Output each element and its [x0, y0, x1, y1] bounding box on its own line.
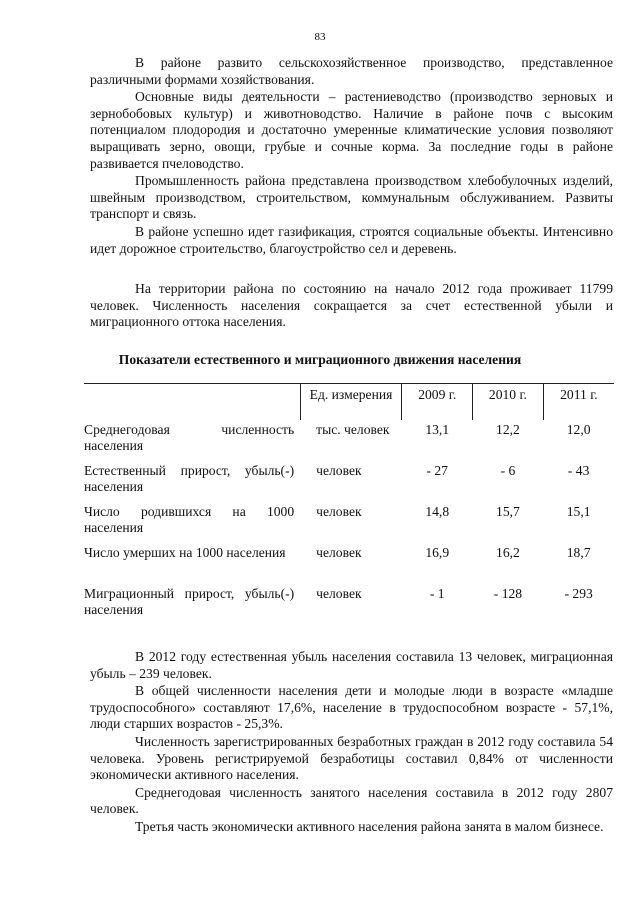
table-row [84, 420, 614, 463]
paragraph-gasification: В районе успешно идет газификация, строятся социальные объекты. Интенсивно идет дорожное строительство, благоустройство сел и деревень. [90, 223, 613, 256]
header-indicator [84, 384, 300, 420]
paragraph-employment: Среднегодовая численность занятого населения составила в 2012 году 2807 человек. [90, 784, 613, 817]
population-text [90, 281, 613, 331]
population-table [84, 383, 614, 627]
row-value-2010: - 128 [493, 585, 523, 601]
row-value-2009: 13,1 [425, 421, 450, 437]
intro-text [90, 55, 613, 258]
row-value-2011: - 43 [567, 462, 590, 478]
table-row [84, 504, 614, 545]
row-indicator: Число умерших на 1000 населения [84, 544, 286, 560]
row-indicator: Среднегодовая численность населения [84, 421, 295, 453]
header-2009: 2009 г. [402, 384, 473, 420]
row-indicator: Естественный прирост, убыль(-) населения [84, 462, 295, 494]
header-2011: 2011 г. [543, 384, 614, 420]
row-value-2010: - 6 [500, 462, 516, 478]
paragraph-industry: Промышленность района представлена производством хлебобулочных изделий, швейным производством, строительством, коммунальным обслуживанием. Развиты транспорт и связь. [90, 173, 613, 222]
row-value-2009: 16,9 [425, 544, 450, 560]
paragraph-activities: Основные виды деятельности – растениеводство (производство зерновых и зернобобовых культур) и животноводство. Наличие в районе почв с высоким потенциалом плодородия и достаточно умеренные климатические условия позволяют выращивать зерно, овощи, грубые и сочные корма. За последние годы в районе развивается пчеловодство. [90, 89, 613, 171]
row-value-2010: 12,2 [496, 421, 520, 437]
paragraph-unemployment: Численность зарегистрированных безработных граждан в 2012 году составила 54 человека. Уровень регистрируемой безработицы составил 0,84% от численности экономически активного населения. [90, 733, 613, 783]
header-unit: Ед. измерения [300, 384, 402, 420]
table-header-row [84, 384, 614, 420]
row-unit: человек [316, 503, 362, 519]
row-value-2011: 12,0 [566, 421, 591, 437]
row-value-2011: 18,7 [566, 544, 591, 560]
paragraph-small-business: Третья часть экономически активного населения района занята в малом бизнесе. [135, 818, 604, 834]
row-value-2009: - 1 [429, 585, 445, 601]
row-indicator: Число родившихся на 1000 населения [84, 503, 295, 535]
row-unit: человек [316, 585, 362, 601]
paragraph-population: На территории района по состоянию на начало 2012 года проживает 11799 человек. Численность населения сокращается за счет естественной убыли и миграционного оттока населения. [90, 281, 613, 330]
row-value-2010: 15,7 [496, 503, 520, 519]
row-unit: человек [316, 462, 362, 478]
table-row [84, 586, 614, 627]
paragraph-agriculture: В районе развито сельскохозяйственное производство, представленное различными формами хозяйствования. [90, 55, 613, 87]
row-value-2011: 15,1 [566, 503, 591, 519]
paragraph-age-structure: В общей численности населения дети и молодые люди в возрасте «младше трудоспособного» составляют 17,6%, население в трудоспособном возрасте - 57,1%, люди старших возрастов - 25,3%. [90, 683, 613, 732]
row-indicator: Миграционный прирост, убыль(-) населения [84, 585, 295, 617]
table-row [84, 545, 614, 586]
row-value-2011: - 293 [564, 585, 593, 601]
closing-text [90, 649, 613, 837]
row-unit: тыс. человек [316, 421, 390, 437]
row-value-2010: 16,2 [496, 544, 520, 560]
row-value-2009: 14,8 [425, 503, 450, 519]
row-value-2009: - 27 [426, 462, 448, 478]
table-row [84, 463, 614, 504]
page-number: 83 [314, 31, 326, 43]
header-2010: 2010 г. [473, 384, 544, 420]
row-unit: человек [316, 544, 362, 560]
table-title: Показатели естественного и миграционного движения населения [118, 352, 522, 367]
paragraph-natural-decline: В 2012 году естественная убыль населения составила 13 человек, миграционная убыль – 239 человек. [90, 649, 613, 681]
